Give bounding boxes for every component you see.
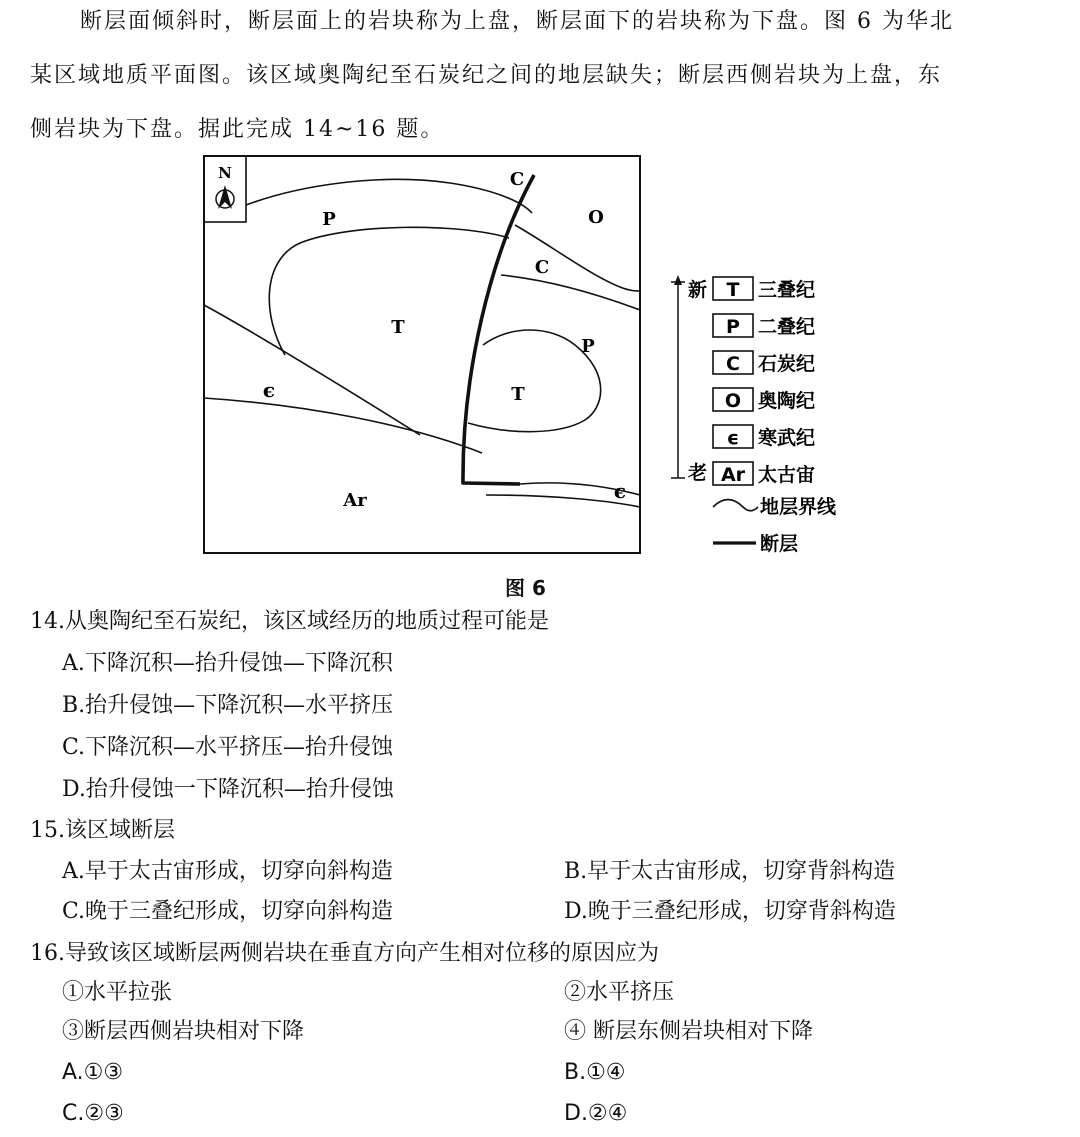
q15-option-a: A.早于太古宙形成，切穿向斜构造 xyxy=(62,859,393,884)
legend-code: ϵ xyxy=(726,427,740,449)
q14-option-d: D.抬升侵蚀一下降沉积—抬升侵蚀 xyxy=(62,777,394,802)
legend-name: 太古宙 xyxy=(758,464,816,486)
boundary-c-p-east xyxy=(501,275,640,310)
boundary-p-cam-west xyxy=(204,305,420,435)
region-label-t-east: T xyxy=(511,384,525,405)
legend-fault-label: 断层 xyxy=(760,533,799,555)
region-label-cam-east: ϵ xyxy=(613,479,627,503)
q15-option-c: C.晚于三叠纪形成，切穿向斜构造 xyxy=(62,899,394,924)
region-label-ar: Ar xyxy=(343,490,367,511)
legend-name: 寒武纪 xyxy=(758,427,816,449)
legend-code: P xyxy=(726,316,740,338)
q16-option-c: C.②③ xyxy=(62,1101,124,1126)
q15-option-d: D.晚于三叠纪形成，切穿背斜构造 xyxy=(564,899,896,924)
legend-new-label: 新 xyxy=(688,279,708,301)
intro-line-2: 某区域地质平面图。该区域奥陶纪至石炭纪之间的地层缺失；断层西侧岩块为上盘，东 xyxy=(30,63,943,88)
legend-old-label: 老 xyxy=(688,462,708,484)
question-15-stem: 15.该区域断层 xyxy=(30,818,175,843)
legend-name: 二叠纪 xyxy=(758,316,816,338)
question-16-stem: 16.导致该区域断层两侧岩块在垂直方向产生相对位移的原因应为 xyxy=(30,941,659,966)
q16-option-d: D.②④ xyxy=(564,1101,628,1126)
region-label-cam-west: ϵ xyxy=(262,378,276,402)
legend-item-o xyxy=(713,388,815,412)
legend-item-c xyxy=(713,351,815,375)
legend-boundary-label: 地层界线 xyxy=(760,496,837,518)
north-arrow-icon xyxy=(216,185,234,209)
north-label: N xyxy=(218,164,232,182)
legend-item-cambrian xyxy=(713,425,815,449)
q16-option-a: A.①③ xyxy=(62,1060,124,1085)
legend-age-arrow-icon xyxy=(674,275,682,285)
geologic-map-figure xyxy=(190,145,870,565)
legend-code: O xyxy=(724,390,742,412)
region-label-p-top: P xyxy=(322,209,336,230)
region-label-c-mid: C xyxy=(534,257,550,278)
legend-boundary-symbol xyxy=(713,500,758,511)
q16-statement-4: ④ 断层东侧岩块相对下降 xyxy=(564,1019,813,1044)
figure-caption: 图 6 xyxy=(505,576,546,600)
legend-code: Ar xyxy=(720,464,746,486)
region-label-t-west: T xyxy=(391,317,405,338)
q15-option-b: B.早于太古宙形成，切穿背斜构造 xyxy=(564,859,896,884)
intro-line-3: 侧岩块为下盘。据此完成 14~16 题。 xyxy=(30,117,445,142)
q16-statement-3: ③断层西侧岩块相对下降 xyxy=(62,1019,305,1044)
q16-statement-2: ②水平挤压 xyxy=(564,980,675,1005)
q14-option-c: C.下降沉积—水平挤压—抬升侵蚀 xyxy=(62,735,394,760)
q16-statement-1: ①水平拉张 xyxy=(62,980,173,1005)
legend-item-ar xyxy=(713,462,815,486)
region-label-c-top: C xyxy=(509,169,525,190)
legend-code: T xyxy=(726,279,740,301)
legend-item-t xyxy=(713,277,815,301)
legend-name: 奥陶纪 xyxy=(758,390,816,412)
map-frame xyxy=(204,156,640,553)
legend-name: 三叠纪 xyxy=(758,279,816,301)
q14-option-b: B.抬升侵蚀—下降沉积—水平挤压 xyxy=(62,693,394,718)
boundary-c-p-top xyxy=(246,179,532,213)
boundary-cam-ar-west xyxy=(204,398,482,453)
region-label-o: O xyxy=(588,207,604,228)
region-label-p-east: P xyxy=(581,336,595,357)
q14-option-a: A.下降沉积—抬升侵蚀—下降沉积 xyxy=(62,651,393,676)
boundary-o-c-east xyxy=(515,225,640,291)
legend-item-p xyxy=(713,314,815,338)
boundary-t-syncline-west xyxy=(269,227,509,355)
legend-code: C xyxy=(726,353,740,375)
intro-line-1: 断层面倾斜时，断层面上的岩块称为上盘，断层面下的岩块称为下盘。图 6 为华北 xyxy=(80,9,954,34)
q16-option-b: B.①④ xyxy=(564,1060,626,1085)
legend-name: 石炭纪 xyxy=(758,353,816,375)
question-14-stem: 14.从奥陶纪至石炭纪，该区域经历的地质过程可能是 xyxy=(30,609,549,634)
